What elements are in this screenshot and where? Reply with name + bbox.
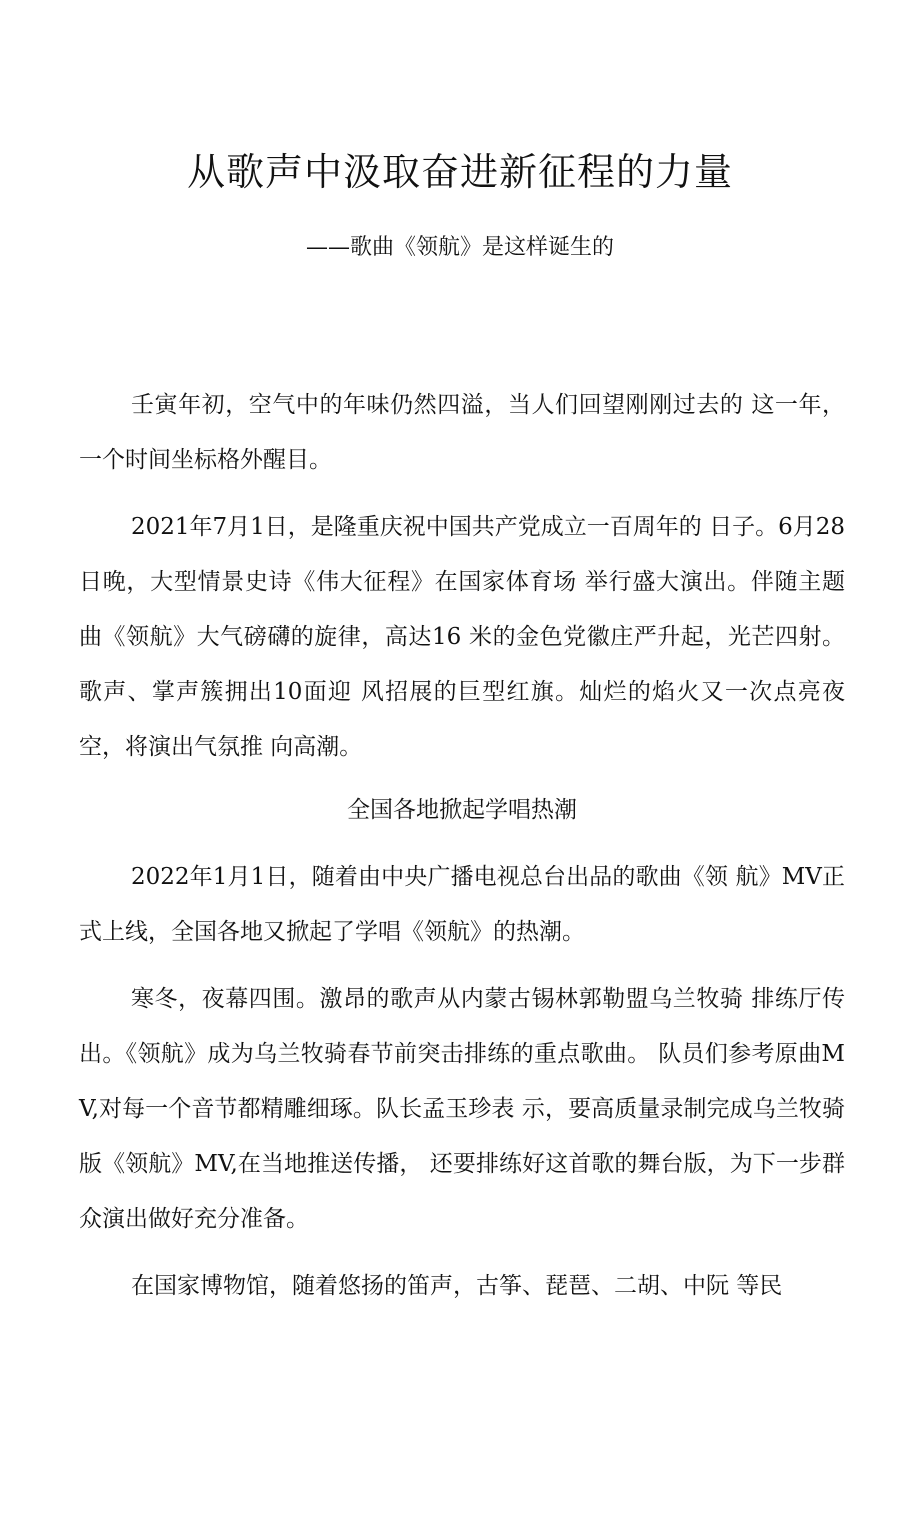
article-title: 从歌声中汲取奋进新征程的力量 — [186, 150, 733, 194]
paragraph-5: 在国家博物馆，随着悠扬的笛声，古筝、琵琶、二胡、中阮 等民 — [131, 1273, 783, 1299]
paragraph-4: 寒冬，夜幕四围。激昂的歌声从内蒙古锡林郭勒盟乌兰牧骑 排练厅传出。《领航》成为乌兰牧骑春节前突击排练的重点歌曲。 队员们参考原曲MV,对每一个音节都精雕细琢。队长孟玉珍表 示，要高质量录制完成乌兰牧骑版《领航》MV,在当地推送传播， 还要排练好这首歌的舞台版，为下一步群众演出做好充分准备。 — [79, 986, 845, 1232]
paragraph-2: 2021年7月1日，是隆重庆祝中国共产党成立一百周年的 日子。6月28日晚，大型情景史诗《伟大征程》在国家体育场 举行盛大演出。伴随主题曲《领航》大气磅礴的旋律，高达16 米的金色党徽庄严升起，光芒四射。歌声、掌声簇拥出10面迎 风招展的巨型红旗。灿烂的焰火又一次点亮夜空，将演出气氛推 向高潮。 — [79, 514, 846, 760]
article-body — [79, 378, 845, 1326]
paragraph-1: 壬寅年初，空气中的年味仍然四溢，当人们回望刚刚过去的 这一年，一个时间坐标格外醒目。 — [79, 392, 845, 473]
paragraph-3: 2022年1月1日，随着由中央广播电视总台出品的歌曲《领 航》MV正式上线，全国各地又掀起了学唱《领航》的热潮。 — [79, 864, 845, 945]
section-heading: 全国各地掀起学唱热潮 — [347, 797, 577, 823]
article-subtitle: ——歌曲《领航》是这样诞生的 — [305, 235, 614, 260]
